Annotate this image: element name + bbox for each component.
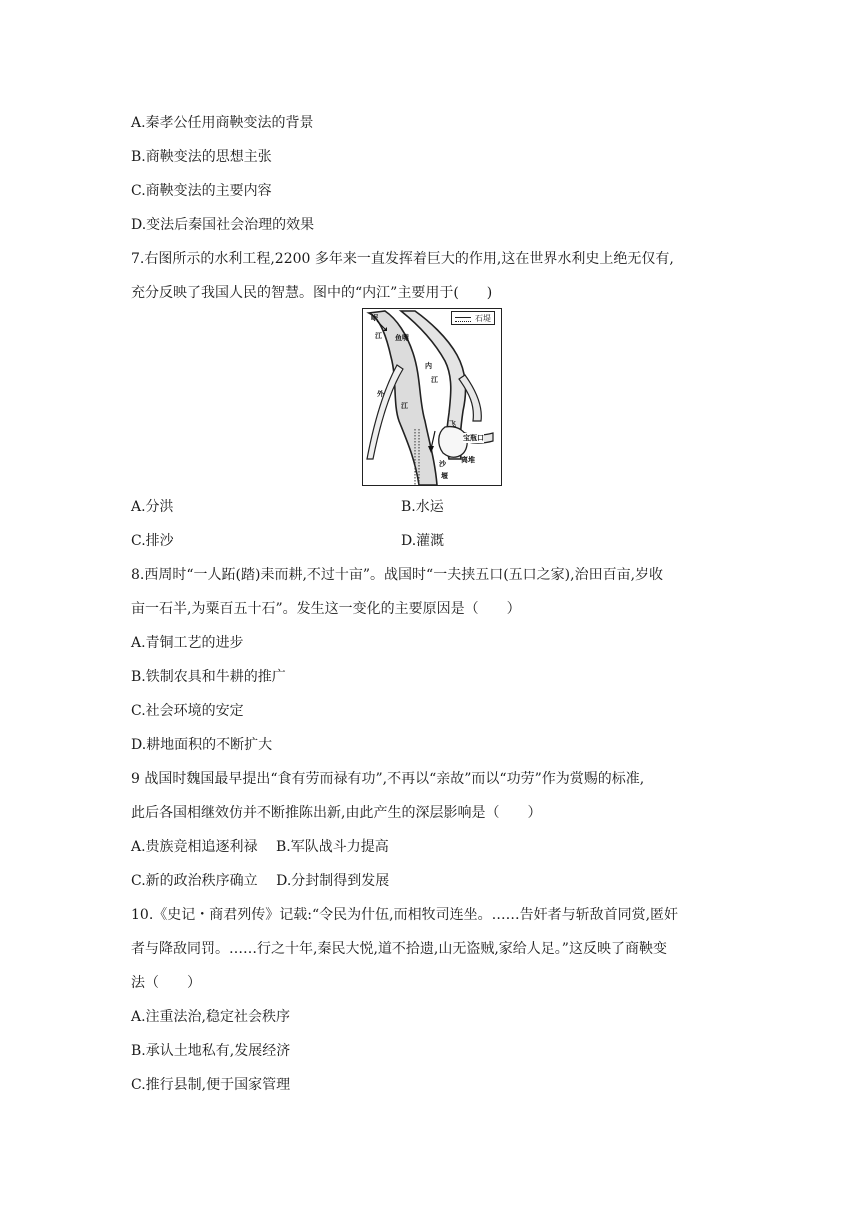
map-label-nei-river: 江 [431, 375, 438, 384]
map-label-nei: 内 [425, 361, 432, 370]
map-label-yan: 堰 [441, 471, 448, 480]
map-label-min-river: 江 [375, 331, 382, 340]
q7-option-c: C.排沙 [131, 533, 174, 549]
q9-options-row2: C.新的政治秩序确立 D.分封制得到发展 [131, 873, 390, 889]
q7-stem-line2: 充分反映了我国人民的智慧。图中的“内江”主要用于( ) [131, 285, 493, 301]
q6-option-c: C.商鞅变法的主要内容 [131, 183, 272, 199]
q8-option-c: C.社会环境的安定 [131, 703, 244, 719]
map-label-lidui: 离堆 [461, 455, 475, 464]
map-legend [451, 311, 495, 325]
map-label-baopingkou: 宝瓶口 [463, 433, 484, 442]
map-label-wai: 外 [377, 389, 384, 398]
q10-stem-line2: 者与降敌同罚。……行之十年,秦民大悦,道不拾遗,山无盗贼,家给人足。”这反映了商鞅变 [131, 941, 667, 957]
q9-stem-line1: 9 战国时魏国最早提出“食有劳而禄有功”,不再以“亲故”而以“功劳”作为赏赐的标准, [131, 771, 645, 787]
map-label-yuzui: 鱼嘴 [395, 333, 409, 342]
q7-option-a: A.分洪 [131, 499, 174, 515]
q7-stem-line1: 7.右图所示的水利工程,2200 多年来一直发挥着巨大的作用,这在世界水利史上绝无仅有, [131, 251, 674, 267]
q10-stem-line3: 法（ ） [131, 975, 201, 991]
q10-option-b: B.承认土地私有,发展经济 [131, 1043, 291, 1059]
stone-embankment-symbol [455, 317, 471, 322]
q9-stem-line2: 此后各国相继效仿并不断推陈出新,由此产生的深层影响是（ ） [131, 805, 542, 821]
map-legend-label: 石堤 [475, 314, 491, 323]
dujiangyan-map-figure [362, 308, 502, 486]
q10-option-a: A.注重法治,稳定社会秩序 [131, 1009, 291, 1025]
q9-options-row1: A.贵族竞相追逐利禄 B.军队战斗力提高 [131, 839, 389, 855]
q6-option-b: B.商鞅变法的思想主张 [131, 149, 272, 165]
q6-option-a: A.秦孝公任用商鞅变法的背景 [131, 115, 314, 131]
map-label-wai-river: 江 [401, 401, 408, 410]
map-label-min: 岷 [371, 313, 378, 322]
q7-option-b: B.水运 [401, 499, 444, 515]
q6-option-d: D.变法后秦国社会治理的效果 [131, 217, 315, 233]
q8-stem-line1: 8.西周时“一人跖(踏)耒而耕,不过十亩”。战国时“一夫挟五口(五口之家),治田百亩,岁收 [131, 567, 664, 583]
q8-stem-line2: 亩一石半,为粟百五十石”。发生这一变化的主要原因是（ ） [131, 601, 521, 617]
map-label-fei: 飞 [449, 419, 456, 428]
q10-option-c: C.推行县制,便于国家管理 [131, 1077, 291, 1093]
q8-option-d: D.耕地面积的不断扩大 [131, 737, 273, 753]
q8-option-a: A.青铜工艺的进步 [131, 635, 244, 651]
q7-option-d: D.灌溉 [401, 533, 445, 549]
map-label-sha: 沙 [439, 459, 446, 468]
q8-option-b: B.铁制农具和牛耕的推广 [131, 669, 286, 685]
q10-stem-line1: 10.《史记・商君列传》记载:“令民为什伍,而相牧司连坐。……告奸者与斩敌首同赏,匿奸 [131, 907, 679, 923]
